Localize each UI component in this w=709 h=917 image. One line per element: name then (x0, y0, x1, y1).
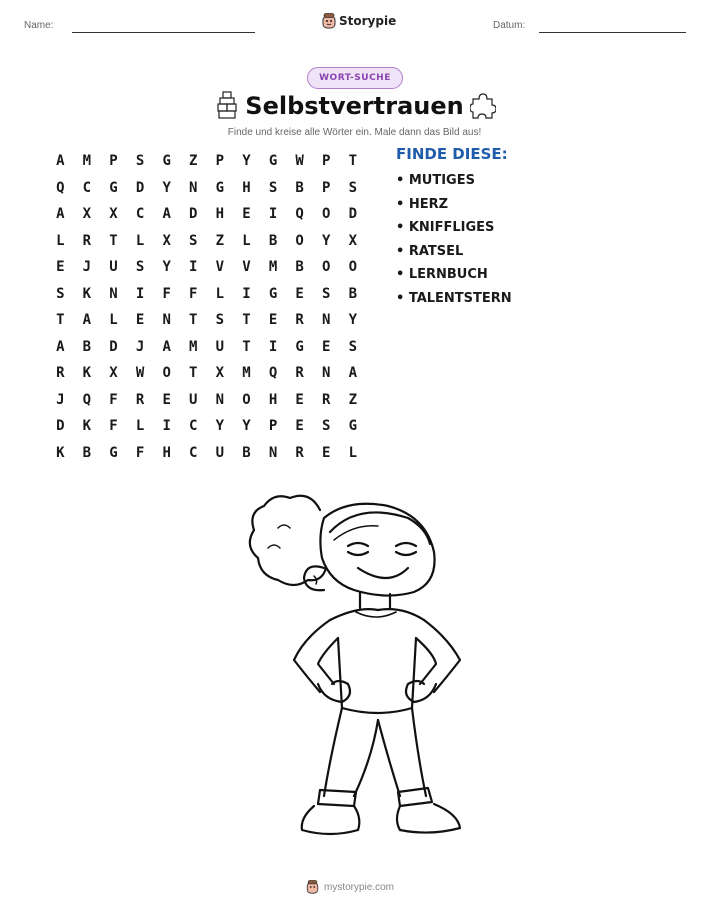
grid-letter[interactable]: X (109, 365, 118, 382)
grid-letter[interactable]: Y (242, 418, 251, 435)
grid-letter[interactable]: L (109, 312, 118, 329)
grid-letter[interactable]: R (135, 391, 145, 408)
grid-letter[interactable]: T (242, 338, 251, 355)
grid-letter[interactable]: N (162, 312, 171, 329)
grid-letter[interactable]: O (162, 365, 171, 382)
grid-letter[interactable]: V (215, 259, 225, 276)
grid-letter[interactable]: Z (189, 153, 198, 170)
grid-letter[interactable]: I (135, 285, 145, 302)
grid-letter[interactable]: U (109, 259, 118, 276)
grid-letter[interactable]: G (162, 153, 171, 170)
grid-letter[interactable]: P (322, 153, 331, 170)
grid-letter[interactable]: E (295, 285, 304, 302)
grid-letter[interactable]: Y (322, 232, 331, 249)
grid-letter[interactable]: N (215, 391, 225, 408)
grid-letter[interactable]: E (268, 312, 278, 329)
grid-letter[interactable]: E (56, 259, 65, 276)
girl-illustration (238, 488, 478, 848)
grid-letter[interactable]: L (56, 232, 65, 249)
brand-name: Storypie (339, 14, 397, 28)
find-these-heading: FINDE DIESE: (396, 145, 508, 163)
grid-letter[interactable]: D (56, 418, 65, 435)
grid-letter[interactable]: D (189, 206, 198, 223)
word-item: • HERZ (396, 196, 449, 212)
grid-letter[interactable]: N (109, 285, 118, 302)
grid-letter[interactable]: B (295, 259, 304, 276)
grid-row (47, 413, 366, 440)
grid-letter[interactable]: P (109, 153, 118, 170)
grid-row (47, 334, 366, 361)
grid-letter[interactable]: E (162, 391, 171, 408)
grid-letter[interactable]: E (135, 312, 145, 329)
grid-letter[interactable]: O (295, 232, 304, 249)
grid-letter[interactable]: I (268, 206, 278, 223)
word-search-badge: WORT-SUCHE (307, 67, 403, 89)
grid-letter[interactable]: C (189, 444, 198, 461)
grid-letter[interactable]: C (135, 206, 145, 223)
grid-letter[interactable]: R (295, 365, 304, 382)
grid-letter[interactable]: Y (162, 179, 171, 196)
grid-letter[interactable]: C (189, 418, 198, 435)
grid-letter[interactable]: S (348, 338, 358, 355)
grid-letter[interactable]: B (348, 285, 358, 302)
grid-letter[interactable]: U (215, 338, 225, 355)
grid-letter[interactable]: L (215, 285, 225, 302)
grid-letter[interactable]: K (82, 365, 92, 382)
grid-letter[interactable]: R (295, 444, 304, 461)
grid-letter[interactable]: F (162, 285, 171, 302)
grid-letter[interactable]: F (189, 285, 198, 302)
grid-letter[interactable]: O (242, 391, 251, 408)
word-item: • RATSEL (396, 243, 464, 259)
grid-letter[interactable]: B (268, 232, 278, 249)
grid-letter[interactable]: Y (242, 153, 251, 170)
grid-letter[interactable]: G (268, 285, 278, 302)
grid-letter[interactable]: A (162, 206, 171, 223)
grid-letter[interactable]: P (268, 418, 278, 435)
grid-letter[interactable]: F (109, 418, 118, 435)
grid-letter[interactable]: T (189, 312, 198, 329)
grid-letter[interactable]: E (295, 391, 304, 408)
grid-letter[interactable]: G (109, 444, 118, 461)
grid-letter[interactable]: K (56, 444, 65, 461)
grid-letter[interactable]: V (242, 259, 251, 276)
grid-letter[interactable]: L (348, 444, 358, 461)
grid-letter[interactable]: S (322, 418, 331, 435)
grid-letter[interactable]: W (135, 365, 145, 382)
word-item: • LERNBUCH (396, 267, 488, 282)
word-item: • MUTIGES (396, 173, 475, 188)
grid-letter[interactable]: N (322, 312, 331, 329)
grid-letter[interactable]: G (348, 418, 358, 435)
word-item: • KNIFFLIGES (396, 220, 495, 235)
grid-row (47, 201, 366, 228)
word-item: • TALENTSTERN (396, 290, 512, 306)
grid-letter[interactable]: S (268, 179, 278, 196)
grid-letter[interactable]: R (56, 365, 65, 382)
name-line[interactable] (72, 32, 255, 33)
grid-letter[interactable]: J (82, 259, 92, 276)
grid-letter[interactable]: D (109, 338, 118, 355)
grid-letter[interactable]: E (242, 206, 251, 223)
grid-letter[interactable]: N (189, 179, 198, 196)
grid-letter[interactable]: G (295, 338, 304, 355)
grid-letter[interactable]: X (109, 206, 118, 223)
storypie-mascot-icon (322, 13, 336, 29)
grid-letter[interactable]: J (135, 338, 145, 355)
grid-letter[interactable]: D (135, 179, 145, 196)
grid-letter[interactable]: R (295, 312, 304, 329)
grid-letter[interactable]: F (109, 391, 118, 408)
grid-letter[interactable]: I (162, 418, 171, 435)
grid-letter[interactable]: S (135, 259, 145, 276)
grid-letter[interactable]: S (56, 285, 65, 302)
grid-letter[interactable]: B (242, 444, 251, 461)
grid-letter[interactable]: U (189, 391, 198, 408)
grid-letter[interactable]: L (242, 232, 251, 249)
grid-letter[interactable]: S (135, 153, 145, 170)
grid-letter[interactable]: Y (162, 259, 171, 276)
grid-letter[interactable]: Q (268, 365, 278, 382)
grid-letter[interactable]: S (215, 312, 225, 329)
grid-letter[interactable]: T (109, 232, 118, 249)
grid-letter[interactable]: O (322, 259, 331, 276)
grid-letter[interactable]: O (322, 206, 331, 223)
grid-letter[interactable]: Y (215, 418, 225, 435)
grid-letter[interactable]: Z (215, 232, 225, 249)
grid-letter[interactable]: A (56, 338, 65, 355)
grid-row (47, 440, 366, 467)
grid-letter[interactable]: Q (56, 179, 65, 196)
grid-letter[interactable]: S (322, 285, 331, 302)
grid-letter[interactable]: A (162, 338, 171, 355)
grid-letter[interactable]: A (82, 312, 92, 329)
grid-letter[interactable]: E (322, 444, 331, 461)
grid-letter[interactable]: N (268, 444, 278, 461)
grid-letter[interactable]: I (268, 338, 278, 355)
grid-row (47, 228, 366, 255)
grid-letter[interactable]: X (82, 206, 92, 223)
grid-letter[interactable]: A (348, 365, 358, 382)
grid-letter[interactable]: G (215, 179, 225, 196)
grid-letter[interactable]: K (82, 285, 92, 302)
grid-letter[interactable]: T (189, 365, 198, 382)
grid-letter[interactable]: R (82, 232, 92, 249)
grid-letter[interactable]: S (189, 232, 198, 249)
grid-letter[interactable]: Q (295, 206, 304, 223)
grid-letter[interactable]: Y (348, 312, 358, 329)
grid-letter[interactable]: E (322, 338, 331, 355)
letter-grid (47, 148, 366, 466)
grid-letter[interactable]: D (348, 206, 358, 223)
grid-row (47, 360, 366, 387)
grid-letter[interactable]: T (348, 153, 358, 170)
grid-letter[interactable]: J (56, 391, 65, 408)
grid-letter[interactable]: C (82, 179, 92, 196)
grid-letter[interactable]: Z (348, 391, 358, 408)
grid-letter[interactable]: F (135, 444, 145, 461)
puzzle-piece-icon (470, 92, 496, 125)
grid-letter[interactable]: T (242, 312, 251, 329)
grid-letter[interactable]: H (268, 391, 278, 408)
grid-letter[interactable]: I (189, 259, 198, 276)
grid-row (47, 387, 366, 414)
storypie-logo (322, 13, 396, 29)
grid-row (47, 175, 366, 202)
grid-letter[interactable]: L (135, 418, 145, 435)
grid-letter[interactable]: H (242, 179, 251, 196)
date-line[interactable] (539, 32, 686, 33)
grid-letter[interactable]: E (295, 418, 304, 435)
grid-letter[interactable]: A (56, 153, 65, 170)
grid-letter[interactable]: W (295, 153, 304, 170)
grid-letter[interactable]: T (56, 312, 65, 329)
grid-letter[interactable]: Q (82, 391, 92, 408)
footer-url[interactable]: mystorypie.com (324, 881, 395, 893)
grid-letter[interactable]: G (268, 153, 278, 170)
grid-letter[interactable]: U (215, 444, 225, 461)
grid-row (47, 254, 366, 281)
footer (306, 880, 394, 894)
grid-letter[interactable]: M (82, 153, 92, 170)
grid-letter[interactable]: X (215, 365, 225, 382)
grid-letter[interactable]: L (135, 232, 145, 249)
grid-letter[interactable]: B (82, 338, 92, 355)
grid-letter[interactable]: A (56, 206, 65, 223)
grid-letter[interactable]: M (268, 259, 278, 276)
grid-letter[interactable]: H (215, 206, 225, 223)
grid-letter[interactable]: P (215, 153, 225, 170)
grid-letter[interactable]: M (242, 365, 251, 382)
grid-row (47, 281, 366, 308)
grid-letter[interactable]: K (82, 418, 92, 435)
page-title: Selbstvertrauen (245, 92, 464, 120)
grid-row (47, 148, 366, 175)
grid-letter[interactable]: S (348, 179, 358, 196)
word-list (396, 172, 512, 313)
date-label: Datum: (493, 20, 526, 31)
name-label: Name: (24, 20, 54, 31)
grid-letter[interactable]: G (109, 179, 118, 196)
grid-letter[interactable]: B (82, 444, 92, 461)
grid-letter[interactable]: P (322, 179, 331, 196)
grid-letter[interactable]: O (348, 259, 358, 276)
grid-letter[interactable]: X (348, 232, 358, 249)
instructions: Finde und kreise alle Wörter ein. Male dann das Bild aus! (227, 127, 482, 138)
grid-letter[interactable]: N (322, 365, 331, 382)
grid-letter[interactable]: H (162, 444, 171, 461)
grid-letter[interactable]: I (242, 285, 251, 302)
grid-row (47, 307, 366, 334)
grid-letter[interactable]: B (295, 179, 304, 196)
storypie-mascot-icon (306, 880, 319, 894)
grid-letter[interactable]: M (189, 338, 198, 355)
grid-letter[interactable]: R (322, 391, 331, 408)
grid-letter[interactable]: X (162, 232, 171, 249)
